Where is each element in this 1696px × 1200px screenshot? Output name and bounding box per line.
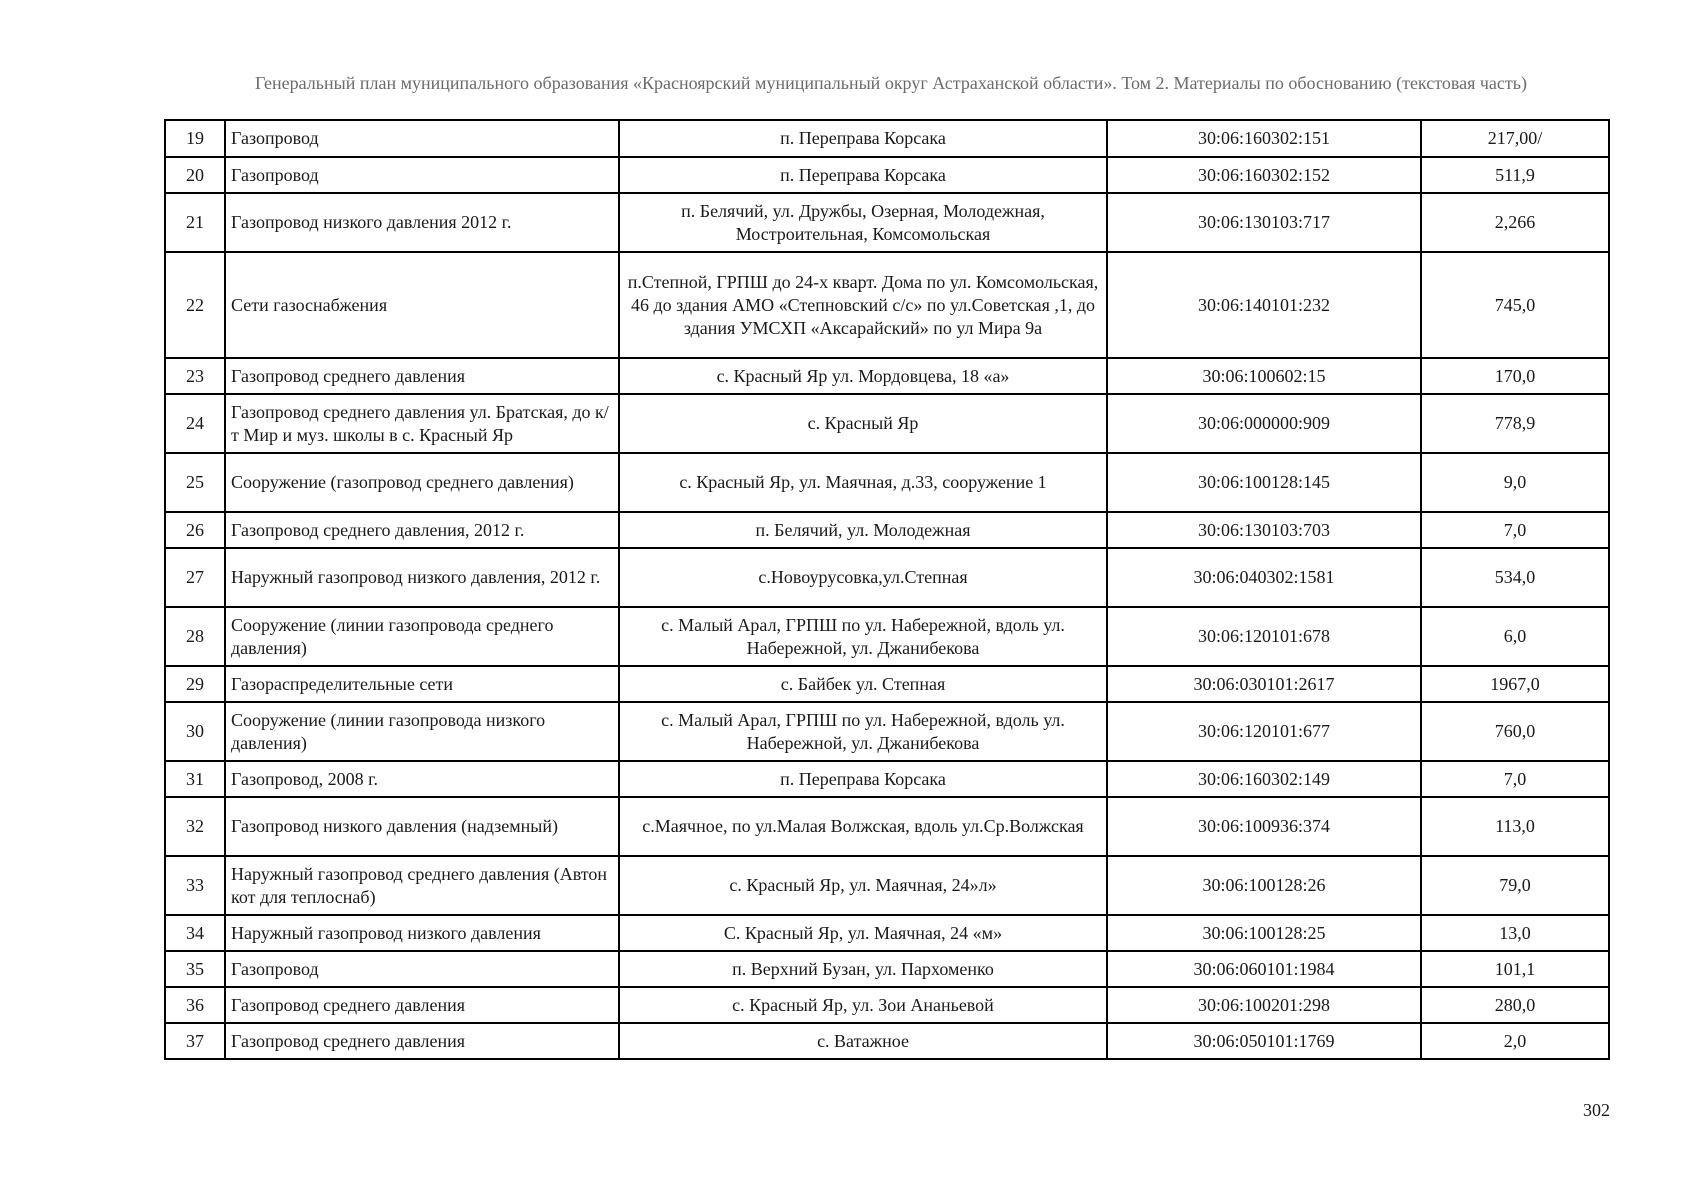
table-row	[165, 761, 1609, 797]
table-row	[165, 1023, 1609, 1059]
cadastral-number-cell: 30:06:130103:703	[1107, 512, 1421, 548]
cadastral-number-cell: 30:06:120101:677	[1107, 702, 1421, 761]
cadastral-number-cell: 30:06:160302:152	[1107, 157, 1421, 193]
table-row	[165, 120, 1609, 157]
object-name-cell: Наружный газопровод среднего давления (Автон кот для теплоснаб)	[225, 856, 619, 915]
address-cell: п. Белячий, ул. Дружбы, Озерная, Молодежная, Мостроительная, Комсомольская	[619, 193, 1107, 252]
cadastral-number-cell: 30:06:030101:2617	[1107, 666, 1421, 702]
cadastral-number-cell: 30:06:100201:298	[1107, 987, 1421, 1023]
object-name-cell: Газопровод среднего давления, 2012 г.	[225, 512, 619, 548]
address-cell: с.Новоурусовка,ул.Степная	[619, 548, 1107, 607]
row-number-cell: 37	[165, 1023, 225, 1059]
row-number-cell: 19	[165, 120, 225, 157]
length-cell: 760,0	[1421, 702, 1609, 761]
object-name-cell: Газопровод	[225, 951, 619, 987]
cadastral-number-cell: 30:06:140101:232	[1107, 252, 1421, 358]
object-name-cell: Газопровод среднего давления	[225, 1023, 619, 1059]
cadastral-number-cell: 30:06:120101:678	[1107, 607, 1421, 666]
object-name-cell: Сети газоснабжения	[225, 252, 619, 358]
object-name-cell: Газопровод	[225, 120, 619, 157]
row-number-cell: 31	[165, 761, 225, 797]
cadastral-number-cell: 30:06:050101:1769	[1107, 1023, 1421, 1059]
cadastral-number-cell: 30:06:100128:145	[1107, 453, 1421, 512]
length-cell: 170,0	[1421, 358, 1609, 394]
length-cell: 7,0	[1421, 761, 1609, 797]
address-cell: С. Красный Яр, ул. Маячная, 24 «м»	[619, 915, 1107, 951]
address-cell: с. Красный Яр ул. Мордовцева, 18 «а»	[619, 358, 1107, 394]
object-name-cell: Сооружение (линии газопровода среднего давления)	[225, 607, 619, 666]
row-number-cell: 36	[165, 987, 225, 1023]
row-number-cell: 34	[165, 915, 225, 951]
cadastral-number-cell: 30:06:100602:15	[1107, 358, 1421, 394]
row-number-cell: 23	[165, 358, 225, 394]
length-cell: 745,0	[1421, 252, 1609, 358]
row-number-cell: 28	[165, 607, 225, 666]
length-cell: 2,266	[1421, 193, 1609, 252]
cadastral-number-cell: 30:06:160302:151	[1107, 120, 1421, 157]
length-cell: 79,0	[1421, 856, 1609, 915]
cadastral-number-cell: 30:06:000000:909	[1107, 394, 1421, 453]
length-cell: 2,0	[1421, 1023, 1609, 1059]
table-row	[165, 358, 1609, 394]
length-cell: 1967,0	[1421, 666, 1609, 702]
page-header: Генеральный план муниципального образования «Красноярский муниципальный округ Астраханской области». Том 2. Материалы по обоснованию (текстовая часть)	[255, 73, 1527, 93]
length-cell: 113,0	[1421, 797, 1609, 856]
row-number-cell: 21	[165, 193, 225, 252]
address-cell: п. Белячий, ул. Молодежная	[619, 512, 1107, 548]
row-number-cell: 25	[165, 453, 225, 512]
object-name-cell: Сооружение (линии газопровода низкого давления)	[225, 702, 619, 761]
address-cell: с. Красный Яр, ул. Маячная, д.33, сооружение 1	[619, 453, 1107, 512]
object-name-cell: Наружный газопровод низкого давления	[225, 915, 619, 951]
row-number-cell: 24	[165, 394, 225, 453]
table-row	[165, 607, 1609, 666]
address-cell: с. Малый Арал, ГРПШ по ул. Набережной, вдоль ул. Набережной, ул. Джанибекова	[619, 607, 1107, 666]
table-row	[165, 915, 1609, 951]
address-cell: с. Малый Арал, ГРПШ по ул. Набережной, вдоль ул. Набережной, ул. Джанибекова	[619, 702, 1107, 761]
table-row	[165, 548, 1609, 607]
table-row	[165, 666, 1609, 702]
row-number-cell: 26	[165, 512, 225, 548]
gas-pipeline-table	[164, 119, 1610, 1060]
table-row	[165, 193, 1609, 252]
row-number-cell: 35	[165, 951, 225, 987]
object-name-cell: Газопровод низкого давления 2012 г.	[225, 193, 619, 252]
table-row	[165, 394, 1609, 453]
cadastral-number-cell: 30:06:130103:717	[1107, 193, 1421, 252]
row-number-cell: 20	[165, 157, 225, 193]
length-cell: 280,0	[1421, 987, 1609, 1023]
row-number-cell: 30	[165, 702, 225, 761]
object-name-cell: Сооружение (газопровод среднего давления)	[225, 453, 619, 512]
address-cell: с. Красный Яр, ул. Зои Ананьевой	[619, 987, 1107, 1023]
cadastral-number-cell: 30:06:100128:26	[1107, 856, 1421, 915]
address-cell: с. Красный Яр	[619, 394, 1107, 453]
address-cell: с.Маячное, по ул.Малая Волжская, вдоль ул.Ср.Волжская	[619, 797, 1107, 856]
cadastral-number-cell: 30:06:100936:374	[1107, 797, 1421, 856]
address-cell: с. Ватажное	[619, 1023, 1107, 1059]
table-row	[165, 797, 1609, 856]
object-name-cell: Газопровод среднего давления	[225, 358, 619, 394]
table-row	[165, 453, 1609, 512]
cadastral-number-cell: 30:06:160302:149	[1107, 761, 1421, 797]
row-number-cell: 27	[165, 548, 225, 607]
length-cell: 7,0	[1421, 512, 1609, 548]
length-cell: 511,9	[1421, 157, 1609, 193]
address-cell: п. Верхний Бузан, ул. Пархоменко	[619, 951, 1107, 987]
row-number-cell: 22	[165, 252, 225, 358]
address-cell: с. Красный Яр, ул. Маячная, 24»л»	[619, 856, 1107, 915]
object-name-cell: Газопровод низкого давления (надземный)	[225, 797, 619, 856]
row-number-cell: 29	[165, 666, 225, 702]
object-name-cell: Газопровод	[225, 157, 619, 193]
address-cell: п. Переправа Корсака	[619, 157, 1107, 193]
cadastral-number-cell: 30:06:060101:1984	[1107, 951, 1421, 987]
table-row	[165, 252, 1609, 358]
cadastral-number-cell: 30:06:100128:25	[1107, 915, 1421, 951]
object-name-cell: Газораспределительные сети	[225, 666, 619, 702]
length-cell: 101,1	[1421, 951, 1609, 987]
table-row	[165, 987, 1609, 1023]
length-cell: 6,0	[1421, 607, 1609, 666]
object-name-cell: Наружный газопровод низкого давления, 2012 г.	[225, 548, 619, 607]
address-cell: п. Переправа Корсака	[619, 761, 1107, 797]
table-row	[165, 702, 1609, 761]
page-number: 302	[1583, 1100, 1610, 1120]
table-row	[165, 157, 1609, 193]
cadastral-number-cell: 30:06:040302:1581	[1107, 548, 1421, 607]
address-cell: с. Байбек ул. Степная	[619, 666, 1107, 702]
length-cell: 217,00/	[1421, 120, 1609, 157]
row-number-cell: 32	[165, 797, 225, 856]
table-row	[165, 512, 1609, 548]
table-row	[165, 951, 1609, 987]
length-cell: 778,9	[1421, 394, 1609, 453]
row-number-cell: 33	[165, 856, 225, 915]
length-cell: 9,0	[1421, 453, 1609, 512]
address-cell: п. Переправа Корсака	[619, 120, 1107, 157]
object-name-cell: Газопровод среднего давления	[225, 987, 619, 1023]
object-name-cell: Газопровод, 2008 г.	[225, 761, 619, 797]
address-cell: п.Степной, ГРПШ до 24-х кварт. Дома по ул. Комсомольская, 46 до здания АМО «Степновский с/с» по ул.Советская ,1, до здания УМСХП «Аксарайский» по ул Мира 9а	[619, 252, 1107, 358]
length-cell: 534,0	[1421, 548, 1609, 607]
length-cell: 13,0	[1421, 915, 1609, 951]
table-row	[165, 856, 1609, 915]
object-name-cell: Газопровод среднего давления ул. Братская, до к/т Мир и муз. школы в с. Красный Яр	[225, 394, 619, 453]
